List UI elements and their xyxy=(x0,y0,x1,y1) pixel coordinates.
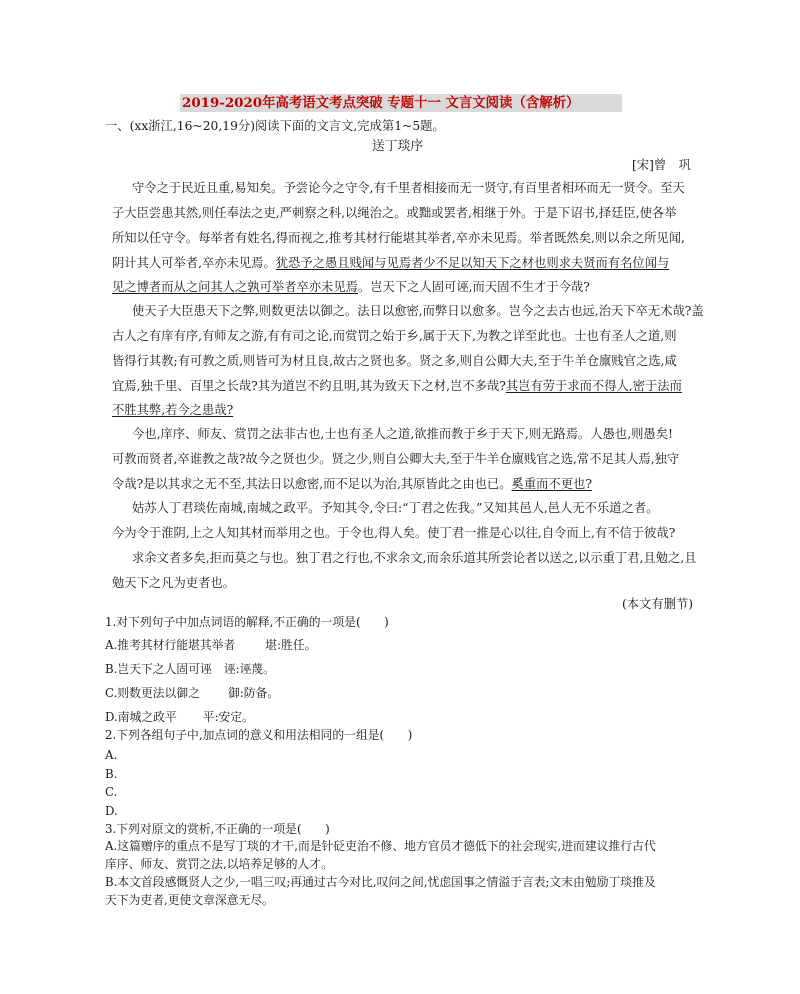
question-option: B. xyxy=(105,767,118,781)
essay-line: 勉天下之凡为吏者也。 xyxy=(112,576,235,590)
underlined-sentence: 见之博者而从之问其人之孰可举者卒亦未见焉 xyxy=(112,280,358,294)
document-title: 2019-2020年高考语文考点突破 专题十一 文言文阅读（含解析） xyxy=(180,94,622,112)
underlined-sentence: 不胜其弊,若今之患哉? xyxy=(112,403,234,417)
question-option: A.这篇赠序的重点不是写丁琰的才干,而是针砭吏治不修、地方官员才德低下的社会现实,进而建议推行古代 xyxy=(105,839,656,853)
essay-line: 姑苏人丁君琰佐南城,南城之政平。予知其令,令曰:“丁君之佐我。”又知其邑人,邑人无不乐道之者。 xyxy=(132,501,659,515)
question-option xyxy=(105,709,254,725)
essay-title: 送丁琰序 xyxy=(372,139,424,154)
option-gloss: 堪:胜任。 xyxy=(265,638,317,652)
option-sentence: B.岂天下之人固可诬 xyxy=(105,662,212,676)
underlined-sentence: 奚重而不更也? xyxy=(511,477,592,491)
option-sentence: D.南城之政平 xyxy=(105,710,177,724)
question-option xyxy=(105,661,275,677)
essay-line xyxy=(112,255,669,271)
question-option: C. xyxy=(105,785,118,799)
essay-text: 。岂天下之人固可诬,而天固不生才于今哉? xyxy=(357,280,590,294)
option-gloss: 诬:诬蔑。 xyxy=(223,662,275,676)
essay-text: 令哉?是以其求之无不至,其法日以愈密,而不足以为治,其原皆此之由也已。 xyxy=(112,477,512,491)
essay-line: 今为令于淮阴,上之人知其材而举用之也。于令也,得人矣。使丁君一推是心以往,自令而上,有不信于彼哉? xyxy=(112,526,676,540)
underlined-sentence: 其岂有劳于求而不得人,密于法而 xyxy=(505,379,682,393)
essay-line: 古人之有庠有序,有师友之游,有有司之论,而赏罚之始于乡,属于天下,为教之详至此也。士也有圣人之道,则 xyxy=(112,329,677,343)
essay-line: 所知以任守令。每举者有姓名,得而视之,推考其材行能堪其举者,卒亦未见焉。举者既然矣,则以余之所见闻, xyxy=(112,231,685,245)
essay-line: 皆得行其教;有可教之质,则皆可为材且良,故古之贤也多。贤之多,则自公卿大夫,至于牛羊仓廪贱官之选,咸 xyxy=(112,354,677,368)
question-option: B.本文首段感慨贤人之少,一唱三叹;再通过古今对比,叹问之间,忧虑国事之情溢于言表;文末由勉励丁琰推及 xyxy=(105,875,656,889)
essay-line: 使天子大臣患天下之弊,则数更法以御之。法日以愈密,而弊日以愈多。岂今之去古也远,治天下卒无术哉?盖 xyxy=(132,304,704,318)
essay-line xyxy=(112,279,590,295)
option-sentence: A.推考其材行能堪其举者 xyxy=(105,638,236,652)
essay-line: 可教而贤者,卒谁教之哉?故今之贤也少。贤之少,则自公卿大夫,至于牛羊仓廪贱官之选,常不足其人焉,独守 xyxy=(112,452,680,466)
essay-line xyxy=(112,476,592,492)
option-sentence: C.则数更法以御之 xyxy=(105,686,200,700)
essay-line xyxy=(112,402,233,418)
question-option: 天下为吏者,更使文章深意无尽。 xyxy=(105,893,274,907)
question-option: D. xyxy=(105,804,118,818)
question-option: A. xyxy=(105,748,118,762)
essay-line: 子大臣尝患其然,则任奉法之吏,严刺察之科,以绳治之。或黜或罢者,相继于外。于是下诏书,择廷臣,使各举 xyxy=(112,206,677,220)
essay-author: [宋]曾 巩 xyxy=(632,158,691,172)
essay-line: 守令之于民近且重,易知矣。予尝论今之守令,有千里者相接而无一贤守,有百里者相环而无一贤令。至天 xyxy=(132,181,685,195)
question-option xyxy=(105,685,279,701)
question-stem: 3.下列对原文的赏析,不正确的一项是( ) xyxy=(105,822,330,836)
essay-line: 求余文者多矣,拒而莫之与也。独丁君之行也,不求余文,而余乐道其所尝论者以送之,以示重丁君,且勉之,且 xyxy=(132,551,697,565)
essay-line: 今也,庠序、师友、赏罚之法非古也,士也有圣人之道,欲推而教于乡于天下,则无路焉。人愚也,则愚矣! xyxy=(132,427,673,441)
question-option xyxy=(105,637,316,653)
option-gloss: 平:安定。 xyxy=(202,710,254,724)
underlined-sentence: 犹恐予之愚且贱闻与见焉者少不足以知天下之材也则求夫贤而有名位闻与 xyxy=(275,256,670,270)
option-gloss: 御:防备。 xyxy=(227,686,280,700)
essay-line xyxy=(112,378,682,394)
section-intro: 一、(xx浙江,16~20,19分)阅读下面的文言文,完成第1~5题。 xyxy=(105,119,445,133)
essay-text: 阴计其人可举者,卒亦未见焉。 xyxy=(112,256,276,270)
question-stem: 2.下列各组句子中,加点词的意义和用法相同的一组是( ) xyxy=(105,728,413,742)
essay-note: (本文有删节) xyxy=(622,597,694,611)
question-stem: 1.对下列句子中加点词语的解释,不正确的一项是( ) xyxy=(105,615,389,629)
question-option: 庠序、师友、赏罚之法,以培养足够的人才。 xyxy=(105,857,333,871)
essay-text: 宜焉,独千里、百里之长哉?其为道岂不约且明,其为致天下之材,岂不多哉? xyxy=(112,379,506,393)
